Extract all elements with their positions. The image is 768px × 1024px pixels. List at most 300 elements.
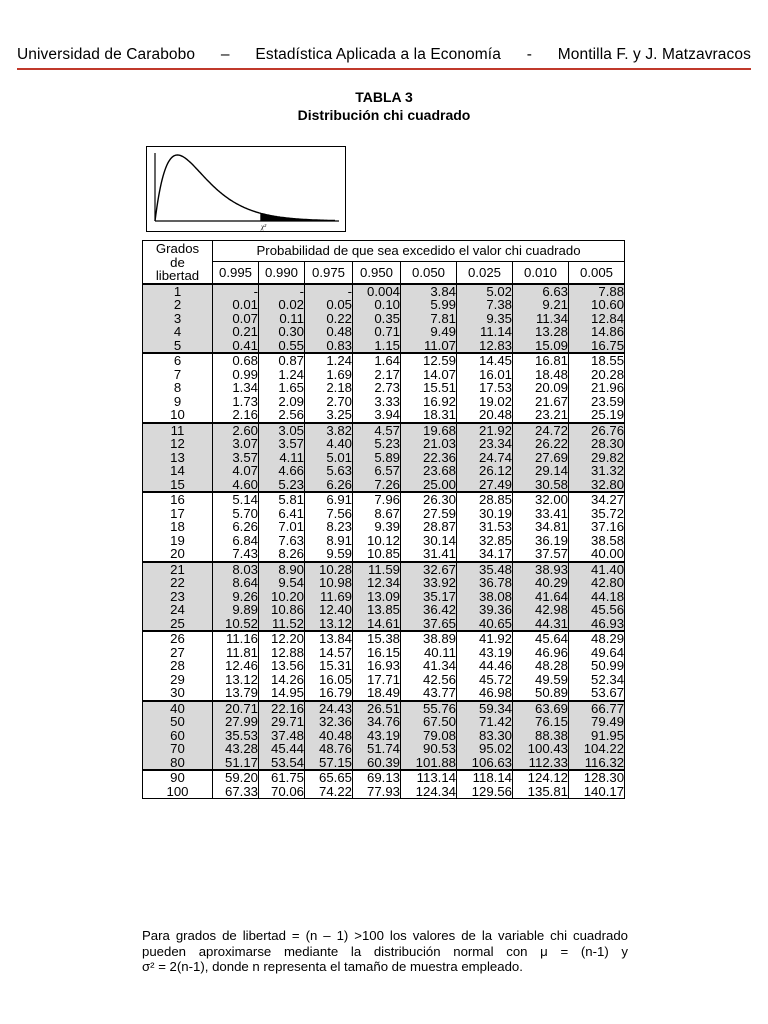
probability-header: Probabilidad de que sea excedido el valor chi cuadrado (213, 241, 625, 262)
critical-value-cell: 49.64 (569, 646, 625, 660)
critical-value-cell: 5.63 (305, 464, 353, 478)
probability-column-header: 0.050 (401, 262, 457, 284)
critical-value-cell: 46.93 (569, 617, 625, 632)
critical-value-cell: 29.14 (513, 464, 569, 478)
critical-value-cell: 6.91 (305, 492, 353, 507)
critical-value-cell: 32.85 (457, 534, 513, 548)
critical-value-cell: 135.81 (513, 785, 569, 799)
critical-value-cell: 34.76 (353, 715, 401, 729)
critical-value-cell: 3.07 (213, 437, 259, 451)
degrees-of-freedom-cell: 20 (143, 547, 213, 562)
critical-value-cell: 5.89 (353, 451, 401, 465)
degrees-of-freedom-cell: 28 (143, 659, 213, 673)
critical-value-cell: 46.96 (513, 646, 569, 660)
critical-value-cell: 16.01 (457, 368, 513, 382)
critical-value-cell: 60.39 (353, 756, 401, 771)
critical-value-cell: 27.99 (213, 715, 259, 729)
critical-value-cell: 7.01 (259, 520, 305, 534)
critical-value-cell: 12.40 (305, 603, 353, 617)
critical-value-cell: 17.53 (457, 381, 513, 395)
critical-value-cell: 30.14 (401, 534, 457, 548)
critical-value-cell: 0.21 (213, 325, 259, 339)
critical-value-cell: 5.14 (213, 492, 259, 507)
critical-value-cell: 9.26 (213, 590, 259, 604)
critical-value-cell: 5.23 (259, 478, 305, 493)
critical-value-cell: 43.77 (401, 686, 457, 701)
critical-value-cell: 1.24 (305, 353, 353, 368)
critical-value-cell: 14.61 (353, 617, 401, 632)
critical-value-cell: 13.84 (305, 631, 353, 646)
degrees-of-freedom-cell: 26 (143, 631, 213, 646)
critical-value-cell: 95.02 (457, 742, 513, 756)
degrees-of-freedom-cell: 80 (143, 756, 213, 771)
critical-value-cell: 20.48 (457, 408, 513, 423)
critical-value-cell: 65.65 (305, 770, 353, 785)
critical-value-cell: 2.18 (305, 381, 353, 395)
critical-value-cell: 40.00 (569, 547, 625, 562)
critical-value-cell: 7.56 (305, 507, 353, 521)
critical-value-cell: 3.25 (305, 408, 353, 423)
table-row (143, 451, 625, 465)
critical-value-cell: 112.33 (513, 756, 569, 771)
critical-value-cell: 9.21 (513, 298, 569, 312)
critical-value-cell: 10.98 (305, 576, 353, 590)
critical-value-cell: 20.28 (569, 368, 625, 382)
critical-value-cell: 6.57 (353, 464, 401, 478)
critical-value-cell: 26.76 (569, 423, 625, 438)
table-row (143, 520, 625, 534)
critical-value-cell: 31.41 (401, 547, 457, 562)
critical-value-cell: 13.09 (353, 590, 401, 604)
critical-value-cell: 13.12 (213, 673, 259, 687)
critical-value-cell: 33.41 (513, 507, 569, 521)
critical-value-cell: 104.22 (569, 742, 625, 756)
critical-value-cell: 49.59 (513, 673, 569, 687)
degrees-of-freedom-cell: 10 (143, 408, 213, 423)
critical-value-cell: 8.91 (305, 534, 353, 548)
critical-value-cell: 14.07 (401, 368, 457, 382)
degrees-of-freedom-cell: 40 (143, 701, 213, 716)
critical-value-cell: 10.60 (569, 298, 625, 312)
critical-value-cell: 37.57 (513, 547, 569, 562)
critical-value-cell: 21.03 (401, 437, 457, 451)
critical-value-cell: 69.13 (353, 770, 401, 785)
critical-value-cell: 59.34 (457, 701, 513, 716)
critical-value-cell: 45.64 (513, 631, 569, 646)
probability-column-header: 0.995 (213, 262, 259, 284)
critical-value-cell: 33.92 (401, 576, 457, 590)
degrees-of-freedom-cell: 12 (143, 437, 213, 451)
critical-value-cell: 10.85 (353, 547, 401, 562)
critical-value-cell: 23.34 (457, 437, 513, 451)
table-row (143, 353, 625, 368)
critical-value-cell: 5.01 (305, 451, 353, 465)
critical-value-cell: 36.42 (401, 603, 457, 617)
critical-value-cell: 41.34 (401, 659, 457, 673)
critical-value-cell: 15.38 (353, 631, 401, 646)
critical-value-cell: 11.14 (457, 325, 513, 339)
footnote-line: Para grados de libertad = (n – 1) >100 los valores de la variable chi cuadrado (142, 928, 628, 943)
critical-value-cell: 37.48 (259, 729, 305, 743)
critical-value-cell: 27.69 (513, 451, 569, 465)
critical-value-cell: 5.70 (213, 507, 259, 521)
critical-value-cell: 38.93 (513, 562, 569, 577)
critical-value-cell: 38.58 (569, 534, 625, 548)
degrees-of-freedom-cell: 24 (143, 603, 213, 617)
critical-value-cell: 40.48 (305, 729, 353, 743)
degrees-of-freedom-cell: 2 (143, 298, 213, 312)
critical-value-cell: 20.09 (513, 381, 569, 395)
degrees-of-freedom-cell: 60 (143, 729, 213, 743)
critical-value-cell: 6.84 (213, 534, 259, 548)
critical-value-cell: 4.60 (213, 478, 259, 493)
critical-value-cell: 23.59 (569, 395, 625, 409)
page-header (17, 44, 751, 66)
critical-value-cell: 3.57 (213, 451, 259, 465)
critical-value-cell: 27.49 (457, 478, 513, 493)
critical-value-cell: 18.49 (353, 686, 401, 701)
critical-value-cell: 8.26 (259, 547, 305, 562)
critical-value-cell: 41.40 (569, 562, 625, 577)
critical-value-cell: 11.52 (259, 617, 305, 632)
critical-value-cell: 11.16 (213, 631, 259, 646)
table-row (143, 492, 625, 507)
critical-value-cell: 25.00 (401, 478, 457, 493)
critical-value-cell: 22.36 (401, 451, 457, 465)
critical-value-cell: 6.26 (213, 520, 259, 534)
degrees-of-freedom-cell: 23 (143, 590, 213, 604)
critical-value-cell: 2.17 (353, 368, 401, 382)
critical-value-cell: 34.27 (569, 492, 625, 507)
critical-value-cell: 0.30 (259, 325, 305, 339)
critical-value-cell: 67.50 (401, 715, 457, 729)
critical-value-cell: 12.34 (353, 576, 401, 590)
critical-value-cell: 7.38 (457, 298, 513, 312)
degrees-of-freedom-cell: 19 (143, 534, 213, 548)
critical-value-cell: 0.35 (353, 312, 401, 326)
critical-value-cell: 66.77 (569, 701, 625, 716)
chi-square-curve-graphic (147, 147, 345, 231)
table-row (143, 547, 625, 562)
header-dash: – (220, 46, 230, 63)
table-row (143, 534, 625, 548)
critical-value-cell: 2.70 (305, 395, 353, 409)
table-row (143, 368, 625, 382)
critical-value-cell: 48.28 (513, 659, 569, 673)
critical-value-cell: 0.48 (305, 325, 353, 339)
table-body (143, 284, 625, 799)
degrees-of-freedom-cell: 27 (143, 646, 213, 660)
critical-value-cell: 16.15 (353, 646, 401, 660)
critical-value-cell: 19.68 (401, 423, 457, 438)
critical-value-cell: 44.18 (569, 590, 625, 604)
critical-value-cell: 16.81 (513, 353, 569, 368)
degrees-of-freedom-cell: 13 (143, 451, 213, 465)
header-course: Estadística Aplicada a la Economía (255, 46, 501, 63)
critical-value-cell: 31.53 (457, 520, 513, 534)
critical-value-cell: 44.46 (457, 659, 513, 673)
critical-value-cell: 39.36 (457, 603, 513, 617)
critical-value-cell: 3.33 (353, 395, 401, 409)
critical-value-cell: 0.41 (213, 339, 259, 354)
probability-column-header: 0.005 (569, 262, 625, 284)
header-university: Universidad de Carabobo (17, 46, 196, 63)
table-row (143, 631, 625, 646)
chi-square-table (142, 240, 625, 799)
critical-value-cell: 118.14 (457, 770, 513, 785)
critical-value-cell: 32.67 (401, 562, 457, 577)
critical-value-cell: 30.19 (457, 507, 513, 521)
table-row (143, 617, 625, 632)
critical-value-cell: 27.59 (401, 507, 457, 521)
critical-value-cell: 10.86 (259, 603, 305, 617)
critical-value-cell: 1.24 (259, 368, 305, 382)
critical-value-cell: 35.72 (569, 507, 625, 521)
critical-value-cell: 8.03 (213, 562, 259, 577)
critical-value-cell: 0.87 (259, 353, 305, 368)
critical-value-cell: 12.59 (401, 353, 457, 368)
critical-value-cell: 10.52 (213, 617, 259, 632)
critical-value-cell: 14.26 (259, 673, 305, 687)
critical-value-cell: 90.53 (401, 742, 457, 756)
critical-value-cell: 106.63 (457, 756, 513, 771)
critical-value-cell: 26.22 (513, 437, 569, 451)
critical-value-cell: 0.71 (353, 325, 401, 339)
critical-value-cell: 41.92 (457, 631, 513, 646)
critical-value-cell: - (259, 284, 305, 299)
critical-value-cell: 8.64 (213, 576, 259, 590)
critical-value-cell: 53.67 (569, 686, 625, 701)
critical-value-cell: 31.32 (569, 464, 625, 478)
critical-value-cell: 21.67 (513, 395, 569, 409)
critical-value-cell: 0.02 (259, 298, 305, 312)
critical-value-cell: 20.71 (213, 701, 259, 716)
critical-value-cell: 0.05 (305, 298, 353, 312)
critical-value-cell: 3.94 (353, 408, 401, 423)
critical-value-cell: 101.88 (401, 756, 457, 771)
critical-value-cell: 3.84 (401, 284, 457, 299)
degrees-of-freedom-cell: 50 (143, 715, 213, 729)
critical-value-cell: 15.51 (401, 381, 457, 395)
critical-value-cell: 16.79 (305, 686, 353, 701)
critical-value-cell: 12.84 (569, 312, 625, 326)
critical-value-cell: 0.11 (259, 312, 305, 326)
critical-value-cell: 2.16 (213, 408, 259, 423)
critical-value-cell: 24.43 (305, 701, 353, 716)
critical-value-cell: 88.38 (513, 729, 569, 743)
critical-value-cell: 10.28 (305, 562, 353, 577)
degrees-of-freedom-cell: 21 (143, 562, 213, 577)
critical-value-cell: 79.49 (569, 715, 625, 729)
critical-value-cell: 4.57 (353, 423, 401, 438)
critical-value-cell: 8.23 (305, 520, 353, 534)
critical-value-cell: 4.07 (213, 464, 259, 478)
critical-value-cell: 45.72 (457, 673, 513, 687)
critical-value-cell: 1.34 (213, 381, 259, 395)
critical-value-cell: 35.17 (401, 590, 457, 604)
degrees-of-freedom-cell: 29 (143, 673, 213, 687)
critical-value-cell: 63.69 (513, 701, 569, 716)
table-row (143, 756, 625, 771)
critical-value-cell: 1.65 (259, 381, 305, 395)
degrees-of-freedom-cell: 5 (143, 339, 213, 354)
critical-value-cell: 61.75 (259, 770, 305, 785)
critical-value-cell: - (213, 284, 259, 299)
critical-value-cell: 124.34 (401, 785, 457, 799)
chi-square-curve-figure (146, 146, 346, 232)
density-curve (155, 155, 335, 221)
degrees-of-freedom-cell: 70 (143, 742, 213, 756)
critical-value-cell: 26.12 (457, 464, 513, 478)
critical-value-cell: 38.89 (401, 631, 457, 646)
critical-value-cell: 42.56 (401, 673, 457, 687)
critical-value-cell: 9.39 (353, 520, 401, 534)
degrees-of-freedom-cell: 90 (143, 770, 213, 785)
critical-value-cell: 55.76 (401, 701, 457, 716)
critical-value-cell: 6.41 (259, 507, 305, 521)
critical-value-cell: 37.16 (569, 520, 625, 534)
critical-value-cell: 100.43 (513, 742, 569, 756)
critical-value-cell: 9.35 (457, 312, 513, 326)
critical-value-cell: 124.12 (513, 770, 569, 785)
critical-value-cell: 42.80 (569, 576, 625, 590)
critical-value-cell: 19.02 (457, 395, 513, 409)
critical-value-cell: 7.26 (353, 478, 401, 493)
table-row (143, 562, 625, 577)
critical-value-cell: 29.82 (569, 451, 625, 465)
critical-value-cell: 3.82 (305, 423, 353, 438)
header-dash: - (526, 46, 532, 63)
critical-value-cell: 14.45 (457, 353, 513, 368)
critical-value-cell: 34.17 (457, 547, 513, 562)
critical-value-cell: 13.56 (259, 659, 305, 673)
table-row (143, 395, 625, 409)
table-row (143, 423, 625, 438)
critical-value-cell: 50.89 (513, 686, 569, 701)
critical-value-cell: 28.30 (569, 437, 625, 451)
critical-value-cell: 41.64 (513, 590, 569, 604)
critical-value-cell: 26.30 (401, 492, 457, 507)
critical-value-cell: 5.81 (259, 492, 305, 507)
critical-value-cell: 0.83 (305, 339, 353, 354)
critical-value-cell: 2.60 (213, 423, 259, 438)
critical-value-cell: 1.15 (353, 339, 401, 354)
critical-value-cell: 28.85 (457, 492, 513, 507)
critical-value-cell: 12.88 (259, 646, 305, 660)
degrees-of-freedom-cell: 1 (143, 284, 213, 299)
critical-value-cell: 116.32 (569, 756, 625, 771)
table-row (143, 742, 625, 756)
critical-value-cell: 5.02 (457, 284, 513, 299)
critical-value-cell: 57.15 (305, 756, 353, 771)
critical-value-cell: 74.22 (305, 785, 353, 799)
footnote (142, 928, 628, 975)
critical-value-cell: 43.19 (457, 646, 513, 660)
critical-value-cell: 11.07 (401, 339, 457, 354)
critical-value-cell: 11.69 (305, 590, 353, 604)
critical-value-cell: 79.08 (401, 729, 457, 743)
critical-value-cell: 5.99 (401, 298, 457, 312)
table-row (143, 312, 625, 326)
critical-value-cell: 24.72 (513, 423, 569, 438)
table-row (143, 298, 625, 312)
critical-value-cell: 9.49 (401, 325, 457, 339)
critical-value-cell: 9.59 (305, 547, 353, 562)
critical-value-cell: 17.71 (353, 673, 401, 687)
table-subtitle: Distribución chi cuadrado (297, 107, 471, 123)
critical-value-cell: 91.95 (569, 729, 625, 743)
critical-value-cell: 67.33 (213, 785, 259, 799)
critical-value-cell: 14.57 (305, 646, 353, 660)
degrees-of-freedom-cell: 15 (143, 478, 213, 493)
critical-value-cell: 45.44 (259, 742, 305, 756)
table-row (143, 381, 625, 395)
table-title: TABLA 3 (355, 89, 413, 105)
critical-value-cell: 11.59 (353, 562, 401, 577)
critical-value-cell: 4.40 (305, 437, 353, 451)
critical-value-cell: 15.09 (513, 339, 569, 354)
degrees-of-freedom-cell: 8 (143, 381, 213, 395)
critical-value-cell: 21.92 (457, 423, 513, 438)
degrees-of-freedom-cell: 7 (143, 368, 213, 382)
critical-value-cell: 23.68 (401, 464, 457, 478)
critical-value-cell: 8.67 (353, 507, 401, 521)
table-row (143, 464, 625, 478)
table-row (143, 770, 625, 785)
critical-value-cell: 13.12 (305, 617, 353, 632)
critical-value-cell: 18.55 (569, 353, 625, 368)
table-row (143, 686, 625, 701)
critical-value-cell: 11.81 (213, 646, 259, 660)
table-row (143, 603, 625, 617)
critical-value-cell: 2.09 (259, 395, 305, 409)
critical-value-cell: 53.54 (259, 756, 305, 771)
table-row (143, 646, 625, 660)
critical-value-cell: 0.68 (213, 353, 259, 368)
critical-value-cell: 38.08 (457, 590, 513, 604)
header-rule (17, 68, 751, 70)
critical-value-cell: 28.87 (401, 520, 457, 534)
critical-value-cell: 21.96 (569, 381, 625, 395)
critical-value-cell: 7.43 (213, 547, 259, 562)
degrees-of-freedom-cell: 100 (143, 785, 213, 799)
degrees-of-freedom-cell: 25 (143, 617, 213, 632)
critical-value-cell: 23.21 (513, 408, 569, 423)
critical-value-cell: 22.16 (259, 701, 305, 716)
critical-value-cell: 13.28 (513, 325, 569, 339)
degrees-of-freedom-cell: 6 (143, 353, 213, 368)
degrees-of-freedom-cell: 4 (143, 325, 213, 339)
critical-value-cell: 51.74 (353, 742, 401, 756)
critical-value-cell: 83.30 (457, 729, 513, 743)
critical-value-cell: 18.48 (513, 368, 569, 382)
critical-value-cell: 7.63 (259, 534, 305, 548)
critical-value-cell: 1.64 (353, 353, 401, 368)
critical-value-cell: 51.17 (213, 756, 259, 771)
critical-value-cell: 42.98 (513, 603, 569, 617)
critical-value-cell: 1.69 (305, 368, 353, 382)
critical-value-cell: 77.93 (353, 785, 401, 799)
critical-value-cell: 1.73 (213, 395, 259, 409)
degrees-of-freedom-cell: 18 (143, 520, 213, 534)
table-row (143, 478, 625, 493)
degrees-of-freedom-cell: 3 (143, 312, 213, 326)
critical-value-cell: 128.30 (569, 770, 625, 785)
critical-value-cell: 4.66 (259, 464, 305, 478)
critical-value-cell: 0.004 (353, 284, 401, 299)
critical-value-cell: 129.56 (457, 785, 513, 799)
table-row (143, 284, 625, 299)
